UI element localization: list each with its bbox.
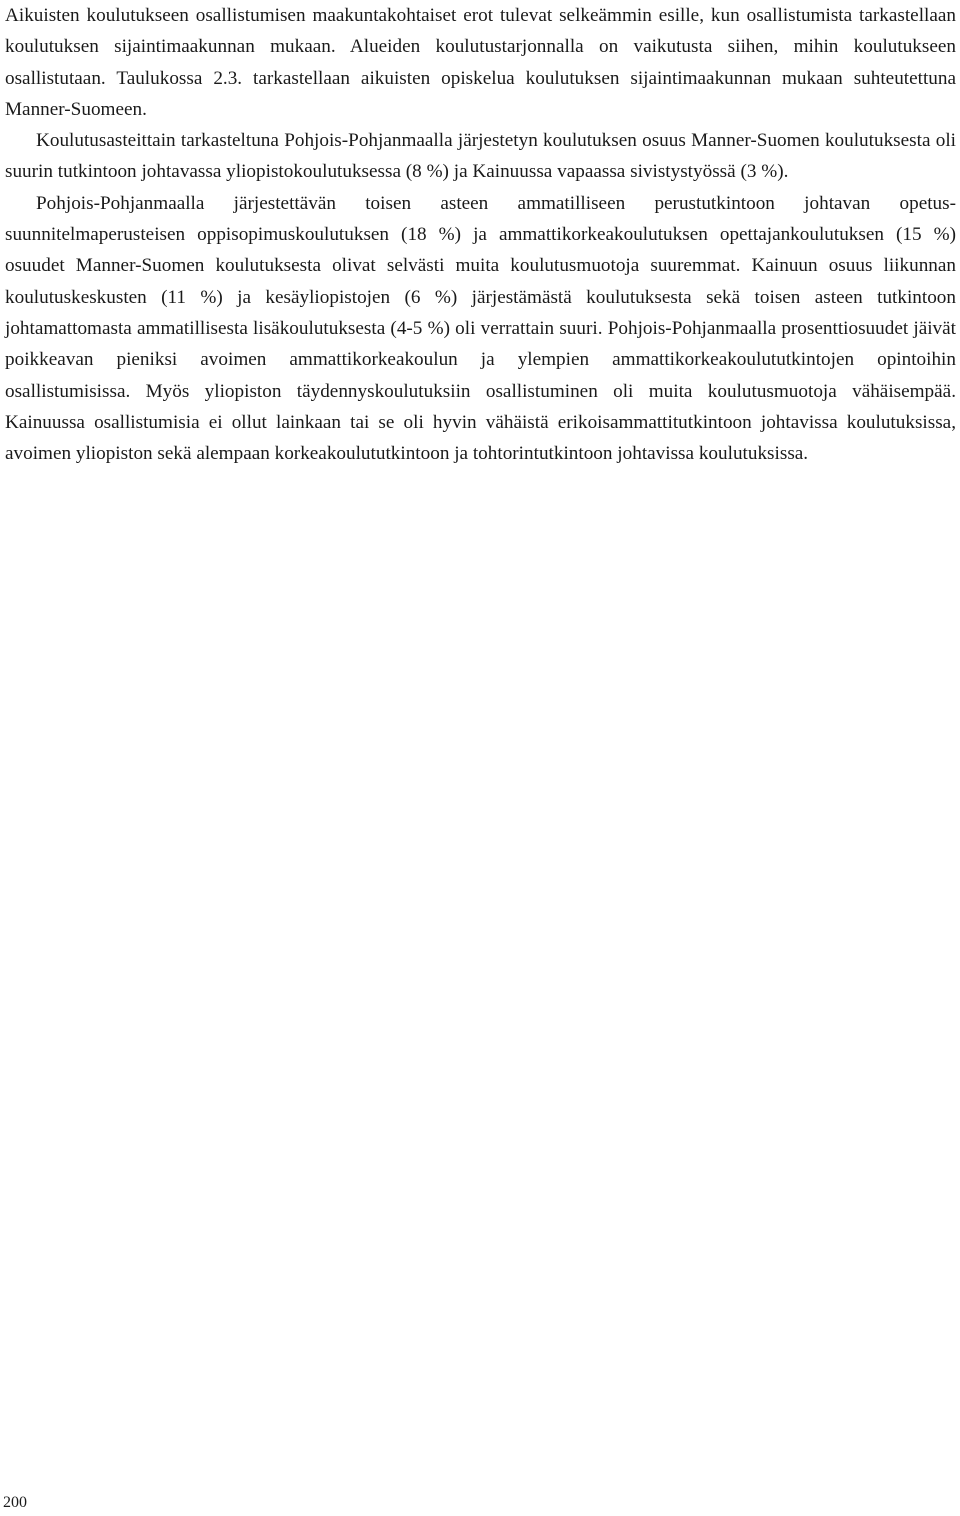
paragraph-intro: Aikuisten koulutukseen osallistumisen maakuntakohtaiset erot tulevat selkeämmin esille, kun osallistumista tarkastellaan koulutuksen sijaintimaakunnan mukaan. Alueiden koulutustarjonnalla on vaikutusta siihen, mihin koulutukseen osallistutaan. Taulukossa 2.3. tarkastellaan aikuisten opiskelua koulutuksen sijaintimaakunnan mukaan suhteutettuna Manner-Suomeen. <box>5 5 956 120</box>
body-text <box>5 0 956 469</box>
paragraph-regional-shares: Pohjois-Pohjanmaalla järjestettävän toisen asteen ammatilliseen perustutkintoon johtavan opetussuunnitelmaperusteisen oppisopimuskoulutuksen (18 %) ja ammattikorkeakoulutuksen opettajankoulutuksen (15 %) osuudet Manner-Suomen koulutuksesta olivat selvästi muita koulutusmuotoja suuremmat. Kainuun osuus liikunnan koulutuskeskusten (11 %) ja kesäyliopistojen (6 %) järjestämästä koulutuksesta sekä toisen asteen tutkintoon johtamattomasta ammatillisesta lisäkoulutuksesta (4-5 %) oli verrattain suuri. Pohjois-Pohjanmaalla prosenttiosuudet jäivät poikkeavan pieniksi avoimen ammattikorkeakoulun ja ylempien ammattikorkeakoulututkintojen opintoihin osallistumisissa. Myös yliopiston täydennyskoulutuksiin osallistuminen oli muita koulutusmuotoja vähäisempää. Kainuussa osallistumisia ei ollut lainkaan tai se oli hyvin vähäistä erikoisammattitutkintoon johtavissa koulutuksissa, avoimen yliopiston sekä alempaan korkeakoulututkintoon ja tohtorintutkintoon johtavissa koulutuksissa. <box>5 192 956 465</box>
paragraph-education-levels: Koulutusasteittain tarkasteltuna Pohjois-Pohjanmaalla järjestetyn koulutuksen osuus Manner-Suomen koulutuksesta oli suurin tutkintoon johtavassa yliopistokoulutuksessa (8 %) ja Kainuussa vapaassa sivistystyössä (3 %). <box>5 130 956 183</box>
page-number: 200 <box>3 1494 27 1511</box>
